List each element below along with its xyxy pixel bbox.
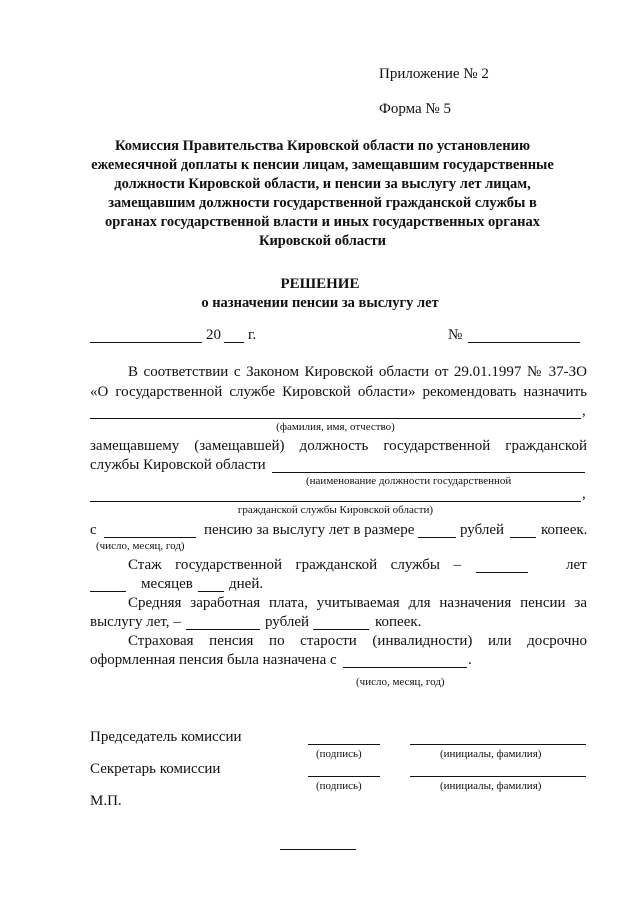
closing-rule [280,849,356,850]
decision-subtitle: о назначении пенсии за выслугу лет [201,295,439,311]
decision-title: РЕШЕНИЕ [280,276,360,292]
period: . [468,652,472,668]
pension-amount-text: пенсию за выслугу лет в размере [204,522,415,538]
kopecks-label: копеек. [541,522,588,538]
appendix-label: Приложение № 2 [379,66,489,82]
service-days-blank[interactable] [198,591,224,592]
number-label: № [448,327,463,343]
year-suffix: г. [248,327,257,343]
paragraph-6-line-1: Страховая пенсия по старости (инвалидности) или досрочно [128,633,587,649]
signature-note: (подпись) [316,780,362,792]
year-blank[interactable] [224,342,244,343]
service-length-label: Стаж государственной гражданской службы – [128,557,461,573]
paragraph-5-line-2a: выслугу лет, – [90,614,181,630]
chairman-signature-line[interactable] [308,744,380,745]
months-label: месяцев [141,576,193,592]
chairman-name-line[interactable] [410,744,586,745]
pension-kopecks-blank[interactable] [510,537,536,538]
position-note-2: гражданской службы Кировской области) [237,504,434,516]
date-note-2: (число, месяц, год) [356,676,445,688]
rubles-label: рублей [265,614,310,630]
comma: , [582,403,586,419]
date-day-month-blank[interactable] [90,342,202,343]
rubles-label: рублей [460,522,505,538]
seal-label: М.П. [90,793,122,809]
paragraph-1-line-1: В соответствии с Законом Кировской области от 29.01.1997 № 37-ЗО [128,364,587,380]
comma: , [582,486,586,502]
salary-rubles-blank[interactable] [186,629,260,630]
fio-blank[interactable] [90,418,581,419]
signature-note: (подпись) [316,748,362,760]
position-note-1: (наименование должности государственной [306,475,512,487]
position-blank-2[interactable] [90,501,581,502]
heading-line: замещавшим должности государственной гражданской службы в [108,195,537,211]
kopecks-label: копеек. [375,614,422,630]
service-years-blank[interactable] [476,572,528,573]
secretary-signature-line[interactable] [308,776,380,777]
initials-note: (инициалы, фамилия) [440,748,542,760]
paragraph-2-line-1: замещавшему (замещавшей) должность государственной гражданской [90,438,587,454]
secretary-name-line[interactable] [410,776,586,777]
heading-line: Кировской области [258,233,387,249]
date-note: (число, месяц, год) [96,540,185,552]
days-label: дней. [229,576,264,592]
heading-line: Комиссия Правительства Кировской области по установлению [114,138,531,154]
heading-line: органах государственной власти и иных государственных органах [105,214,540,230]
service-months-blank[interactable] [90,591,126,592]
paragraph-6-line-2: оформленная пенсия была назначена с [90,652,337,668]
years-label: лет [566,557,587,573]
paragraph-1-line-2: «О государственной службе Кировской области» рекомендовать назначить [90,384,587,400]
paragraph-5-line-1: Средняя заработная плата, учитываемая для назначения пенсии за [128,595,587,611]
secretary-label: Секретарь комиссии [90,761,221,777]
pension-start-date-blank[interactable] [104,537,196,538]
pension-rubles-blank[interactable] [418,537,456,538]
insurance-pension-date-blank[interactable] [343,667,467,668]
position-blank[interactable] [272,472,585,473]
salary-kopecks-blank[interactable] [313,629,369,630]
chairman-label: Председатель комиссии [90,729,242,745]
form-number: Форма № 5 [379,101,451,117]
initials-note: (инициалы, фамилия) [440,780,542,792]
from-label: с [90,522,97,538]
fio-note: (фамилия, имя, отчество) [276,421,395,433]
paragraph-2-line-2: службы Кировской области [90,457,266,473]
commission-heading [60,137,585,251]
heading-line: ежемесячной доплаты к пенсии лицам, замещавшим государственные [91,157,554,173]
year-prefix: 20 [206,327,221,343]
heading-line: должности Кировской области, и пенсии за выслугу лет лицам, [114,176,531,192]
decision-number-blank[interactable] [468,342,580,343]
